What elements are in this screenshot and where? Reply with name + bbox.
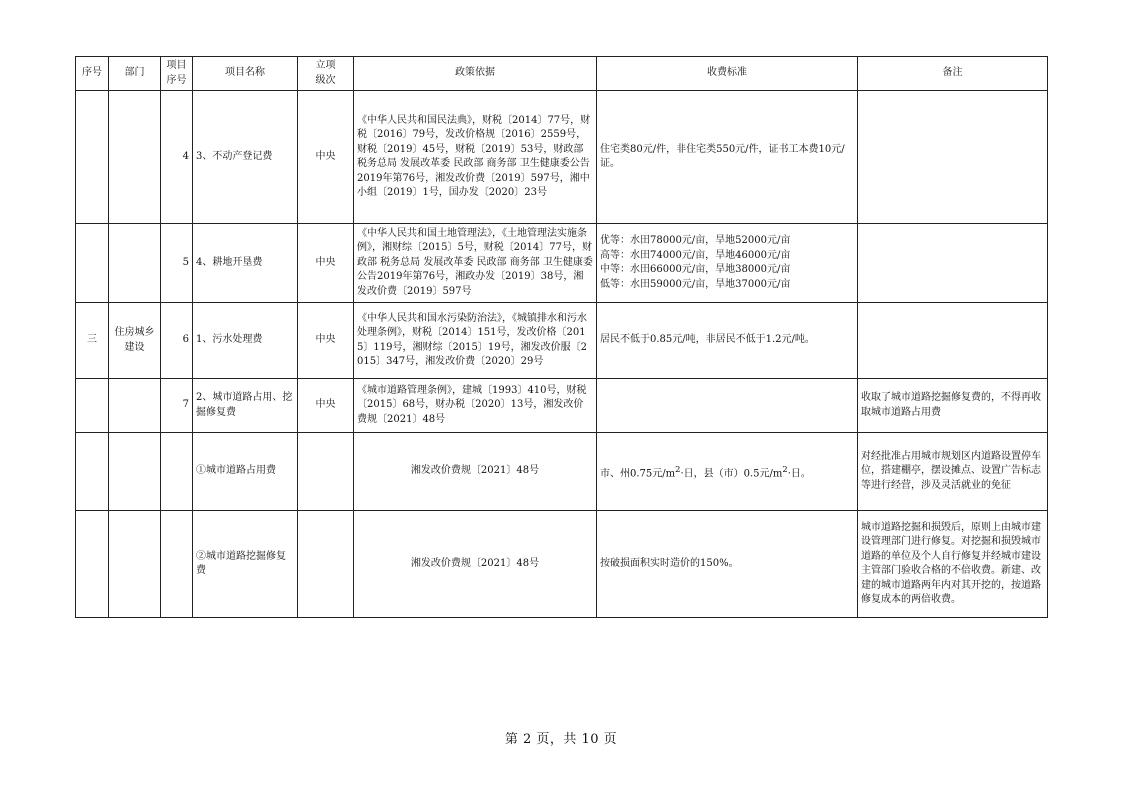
header-remark: 备注	[858, 57, 1048, 91]
row-remark: 收取了城市道路挖掘修复费的，不得再收取城市道路占用费	[858, 379, 1048, 433]
row-seq	[76, 433, 109, 511]
row-standard: 居民不低于0.85元/吨，非居民不低于1.2元/吨。	[597, 303, 858, 379]
table-row	[76, 303, 1048, 379]
header-row	[76, 57, 1048, 91]
row-standard: 优等：水田78000元/亩，旱地52000元/亩 高等：水田74000元/亩，旱地46000元/亩 中等：水田66000元/亩，旱地38000元/亩 低等：水田59000元/亩，旱地37000元/亩	[597, 224, 858, 303]
header-policy: 政策依据	[354, 57, 597, 91]
table-row	[76, 511, 1048, 618]
row-standard	[597, 379, 858, 433]
superscript-two: 2	[675, 463, 681, 474]
row-item-seq	[161, 433, 193, 511]
row-level	[298, 433, 354, 511]
row-level: 中央	[298, 303, 354, 379]
row-level: 中央	[298, 91, 354, 224]
fee-table	[75, 56, 1048, 618]
row-item-name: 1、污水处理费	[193, 303, 298, 379]
standard-part-c: ·日。	[787, 467, 811, 479]
row-policy: 《城市道路管理条例》，建城〔1993〕410号，财税〔2015〕68号，财办税〔2020〕13号，湘发改价费规〔2021〕48号	[354, 379, 597, 433]
row-item-name: 3、不动产登记费	[193, 91, 298, 224]
header-standard: 收费标准	[597, 57, 858, 91]
row-item-seq: 7	[161, 379, 193, 433]
row-seq	[76, 379, 109, 433]
row-remark	[858, 91, 1048, 224]
row-item-name: 4、耕地开垦费	[193, 224, 298, 303]
row-dept	[109, 91, 161, 224]
row-policy: 《中华人民共和国民法典》，财税〔2014〕77号，财税〔2016〕79号，发改价格规〔2016〕2559号，财税〔2019〕45号，财税〔2019〕53号，财政部 税务总局 发展改革委 民政部 商务部 卫生健康委公告2019年第76号，湘发改价费〔2019〕597号，湘中小组〔2019〕1号，国办发〔2020〕23号	[354, 91, 597, 224]
row-remark	[858, 303, 1048, 379]
row-dept	[109, 224, 161, 303]
row-item-seq: 4	[161, 91, 193, 224]
row-standard	[597, 433, 858, 511]
header-dept: 部门	[109, 57, 161, 91]
row-seq: 三	[76, 303, 109, 379]
row-level: 中央	[298, 224, 354, 303]
row-remark: 对经批准占用城市规划区内道路设置停车位，搭建棚亭，摆设摊点、设置广告标志等进行经营，涉及灵活就业的免征	[858, 433, 1048, 511]
row-item-name: ①城市道路占用费	[193, 433, 298, 511]
row-remark	[858, 224, 1048, 303]
row-policy: 湘发改价费规〔2021〕48号	[354, 511, 597, 618]
row-seq	[76, 224, 109, 303]
standard-part-b: ·日，县（市）0.5元/m	[680, 467, 783, 479]
row-level: 中央	[298, 379, 354, 433]
header-seq: 序号	[76, 57, 109, 91]
row-standard: 住宅类80元/件，非住宅类550元/件，证书工本费10元/证。	[597, 91, 858, 224]
table-row	[76, 433, 1048, 511]
superscript-two: 2	[782, 463, 788, 474]
table-row	[76, 224, 1048, 303]
page-number: 第 2 页，共 10 页	[504, 732, 618, 747]
row-item-name: 2、城市道路占用、挖掘修复费	[193, 379, 298, 433]
row-policy: 《中华人民共和国水污染防治法》，《城镇排水和污水处理条例》，财税〔2014〕151号，发改价格〔2015〕119号，湘财综〔2015〕19号，湘发改价服〔2015〕347号，湘发改价费〔2020〕29号	[354, 303, 597, 379]
row-item-seq: 6	[161, 303, 193, 379]
row-seq	[76, 511, 109, 618]
row-item-seq: 5	[161, 224, 193, 303]
row-remark: 城市道路挖掘和损毁后，原则上由城市建设管理部门进行修复。对挖掘和损毁城市道路的单位及个人自行修复并经城市建设主管部门验收合格的不倍收费。新建、改建的城市道路两年内对其开挖的，按道路修复成本的两倍收费。	[858, 511, 1048, 618]
standard-part-a: 市、州0.75元/m	[600, 467, 676, 479]
row-policy: 湘发改价费规〔2021〕48号	[354, 433, 597, 511]
row-policy: 《中华人民共和国土地管理法》，《土地管理法实施条例》，湘财综〔2015〕5号，财税〔2014〕77号，财政部 税务总局 发展改革委 民政部 商务部 卫生健康委公告2019年第76号，湘政办发〔2019〕38号，湘发改价费〔2019〕597号	[354, 224, 597, 303]
header-level: 立项 级次	[298, 57, 354, 91]
header-item-seq: 项目 序号	[161, 57, 193, 91]
row-standard: 按破损面积实时造价的150%。	[597, 511, 858, 618]
row-seq	[76, 91, 109, 224]
header-item-name: 项目名称	[193, 57, 298, 91]
table-row	[76, 379, 1048, 433]
table-row	[76, 91, 1048, 224]
row-item-name: ②城市道路挖掘修复费	[193, 511, 298, 618]
row-dept	[109, 379, 161, 433]
row-dept	[109, 511, 161, 618]
row-level	[298, 511, 354, 618]
row-item-seq	[161, 511, 193, 618]
row-dept: 住房城乡建设	[109, 303, 161, 379]
row-dept	[109, 433, 161, 511]
